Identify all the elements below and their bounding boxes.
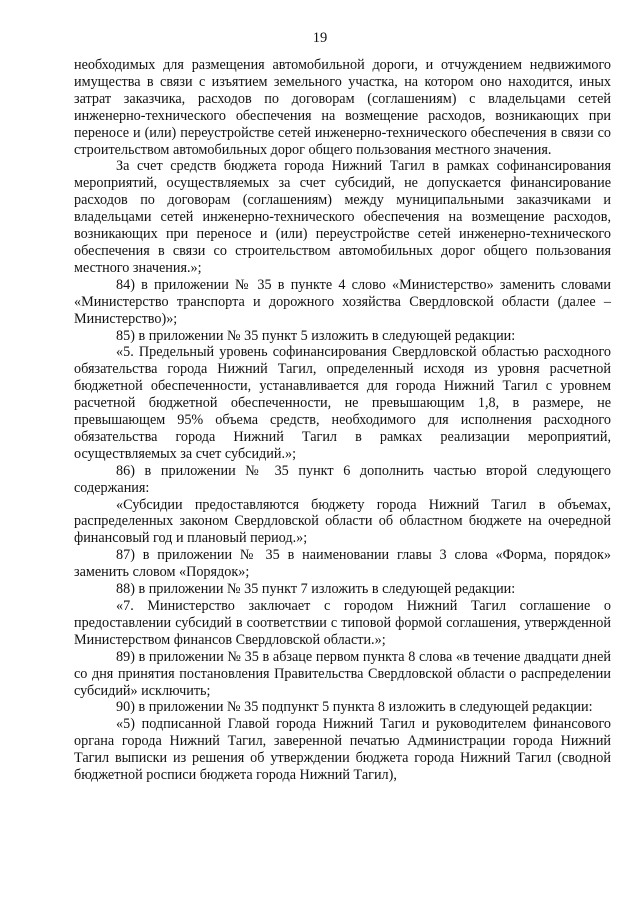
paragraph-subsidies: «Субсидии предоставляются бюджету города Нижний Тагил в объемах, распределенных законом Свердловской области об областном бюджете на очередной финансовый год и плановый период.»;	[74, 496, 611, 547]
paragraph-item-87: 87) в приложении № 35 в наименовании главы 3 слова «Форма, порядок» заменить словом «Порядок»;	[74, 547, 611, 581]
paragraph-item-85: 85) в приложении № 35 пункт 5 изложить в следующей редакции:	[116, 327, 516, 344]
paragraph-clause-7: «7. Министерство заключает с городом Нижний Тагил соглашение о предоставлении субсидий в соответствии с типовой формой соглашения, утвержденной Министерством финансов Свердловской области.»;	[74, 598, 611, 648]
paragraph-subclause-5: «5) подписанной Главой города Нижний Тагил и руководителем финансового органа города Нижний Тагил, заверенной печатью Администрации города Нижний Тагил выписки из решения об утверждении бюджета города Нижний Тагил (сводной бюджетной росписи бюджета города Нижний Тагил),	[74, 716, 611, 784]
paragraph-cofinancing: За счет средств бюджета города Нижний Тагил в рамках софинансирования мероприятий, осуществляемых за счет субсидий, не допускается финансирование расходов по договорам (соглашениям) между муниципальными заказчиками и владельцами сетей инженерно-технического обеспечения на возмещение расходов, возникающих при переносе и (или) переустройстве сетей инженерно-технического обеспечения в связи со строительством автомобильных дорог общего пользования местного значения.»;	[74, 158, 611, 276]
paragraph-item-89: 89) в приложении № 35 в абзаце первом пункта 8 слова «в течение двадцати дней со дня принятия постановления Правительства Свердловской области о распределении субсидий» исключить;	[74, 648, 611, 699]
paragraph-item-90: 90) в приложении № 35 подпункт 5 пункта 8 изложить в следующей редакции:	[116, 699, 593, 716]
paragraph-item-88: 88) в приложении № 35 пункт 7 изложить в следующей редакции:	[116, 581, 516, 598]
page-number: 19	[312, 30, 328, 46]
document-body	[74, 57, 611, 784]
paragraph-item-86: 86) в приложении № 35 пункт 6 дополнить частью второй следующего содержания:	[74, 462, 611, 496]
paragraph-continuation: необходимых для размещения автомобильной дороги, и отчуждением недвижимого имущества в связи с изъятием земельного участка, на котором оно находится, иных затрат заказчика, расходов по договорам (соглашениям) с владельцами сетей инженерно-технического обеспечения на возмещение расходов, возникающих при переносе и (или) переустройстве сетей инженерно-технического обеспечения в связи со строительством автомобильных дорог общего пользования местного значения.	[74, 57, 611, 158]
paragraph-clause-5: «5. Предельный уровень софинансирования Свердловской областью расходного обязательства города Нижний Тагил, определенный исходя из уровня расчетной бюджетной обеспеченности, устанавливается для города Нижний Тагил с уровнем расчетной бюджетной обеспеченности, не превышающим 1,8, в размере, не превышающем 95% объема средств, необходимого для исполнения расходного обязательства города Нижний Тагил в рамках реализации мероприятий, осуществляемых за счет субсидий.»;	[74, 344, 611, 462]
paragraph-item-84: 84) в приложении № 35 в пункте 4 слово «Министерство» заменить словами «Министерство транспорта и дорожного хозяйства Свердловской области (далее – Министерство)»;	[74, 276, 611, 327]
